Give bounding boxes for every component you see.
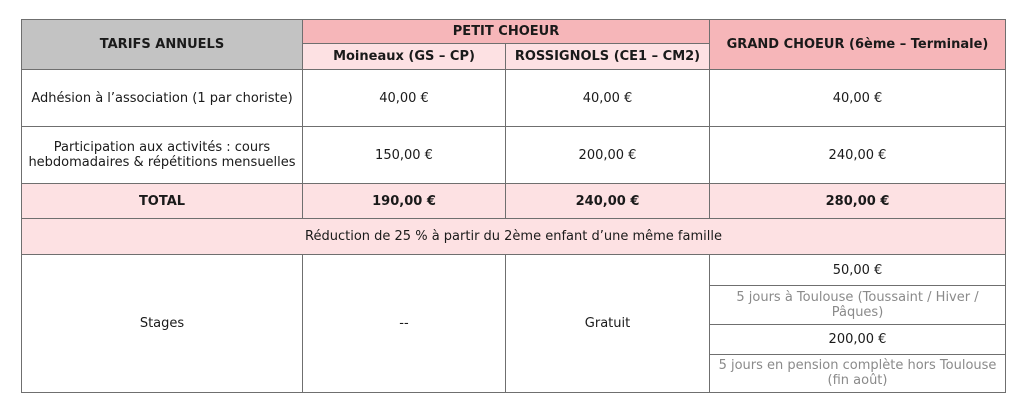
total-label: TOTAL [22, 184, 303, 219]
header-petit-choeur: PETIT CHOEUR [303, 20, 710, 44]
stages-label: Stages [22, 255, 303, 393]
adhesion-rossignols: 40,00 € [506, 70, 710, 127]
row-reduction [22, 219, 1006, 255]
stage-price-2: 200,00 € [710, 325, 1005, 355]
header-tarifs-annuels: TARIFS ANNUELS [22, 20, 303, 70]
total-moineaux: 190,00 € [303, 184, 506, 219]
header-rossignols: ROSSIGNOLS (CE1 – CM2) [506, 44, 710, 70]
participation-grand: 240,00 € [710, 127, 1006, 184]
total-rossignols: 240,00 € [506, 184, 710, 219]
stage-desc-2: 5 jours en pension complète hors Toulouse (fin août) [718, 358, 997, 389]
stage-desc-1: 5 jours à Toulouse (Toussaint / Hiver / Pâques) [710, 286, 1005, 325]
header-moineaux: Moineaux (GS – CP) [303, 44, 506, 70]
row-total [22, 184, 1006, 219]
participation-moineaux: 150,00 € [303, 127, 506, 184]
participation-rossignols: 200,00 € [506, 127, 710, 184]
stages-grand [710, 255, 1006, 393]
row-adhesion [22, 70, 1006, 127]
stages-moineaux: -- [303, 255, 506, 393]
adhesion-label: Adhésion à l’association (1 par choriste) [22, 70, 303, 127]
header-grand-choeur: GRAND CHOEUR (6ème – Terminale) [710, 20, 1006, 70]
adhesion-moineaux: 40,00 € [303, 70, 506, 127]
participation-label: Participation aux activités : cours hebdomadaires & répétitions mensuelles [22, 127, 303, 184]
stage-price-1: 50,00 € [710, 256, 1005, 286]
adhesion-grand: 40,00 € [710, 70, 1006, 127]
reduction-note: Réduction de 25 % à partir du 2ème enfant d’une même famille [22, 219, 1006, 255]
total-grand: 280,00 € [710, 184, 1006, 219]
tarifs-table [21, 19, 1006, 393]
stages-grand-subtable [710, 256, 1005, 392]
stages-rossignols: Gratuit [506, 255, 710, 393]
row-participation [22, 127, 1006, 184]
tarifs-table-container [21, 19, 1006, 393]
row-stages [22, 255, 1006, 393]
